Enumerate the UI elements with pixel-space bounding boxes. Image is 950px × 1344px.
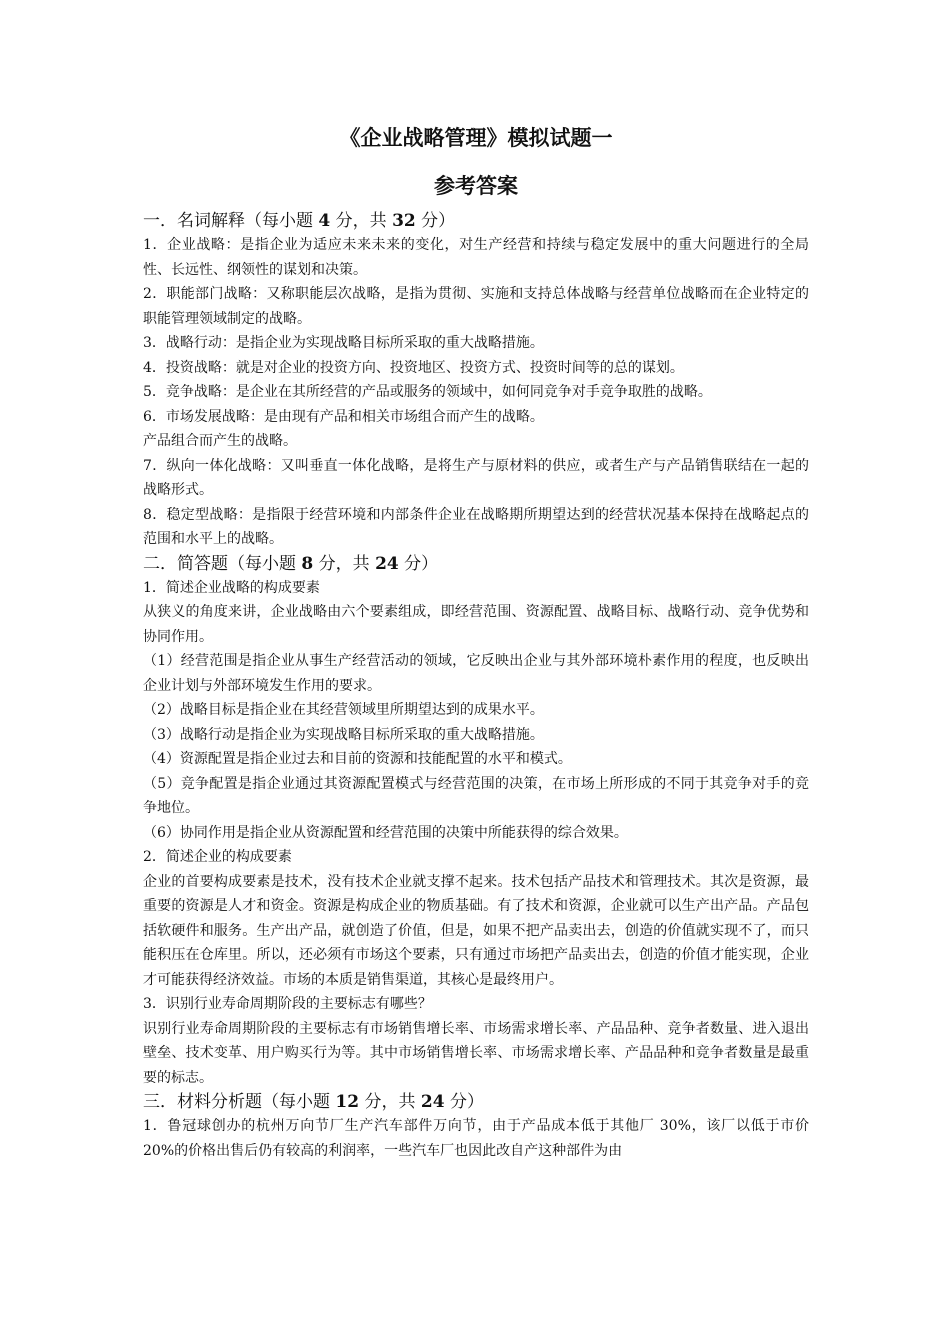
answer-1-intro: 从狭义的角度来讲，企业战略由六个要素组成，即经营范围、资源配置、战略目标、战略行动、竞争优势和协同作用。	[143, 604, 809, 645]
answer-1-point-5: （5）竞争配置是指企业通过其资源配置模式与经营范围的决策，在市场上所形成的不同于其竞争对手的竞争地位。	[143, 775, 809, 816]
question-2: 2．简述企业的构成要素	[143, 849, 292, 865]
answer-1-point-3: （3）战略行动是指企业为实现战略目标所采取的重大战略措施。	[143, 726, 544, 743]
case-1-text: 1．鲁冠球创办的杭州万向节厂生产汽车部件万向节，由于产品成本低于其他厂 30%，该厂以低于市价 20%的价格出售后仍有较高的利润率，一些汽车厂也因此改自产这种部件为由	[143, 1118, 809, 1159]
section-3-heading: 三．材料分析题（每小题 12 分，共 24 分）	[143, 1092, 484, 1112]
document-page	[143, 124, 809, 1163]
term-6-continuation: 产品组合而产生的战略。	[143, 433, 297, 449]
section-1-heading: 一．名词解释（每小题 4 分，共 32 分）	[143, 211, 456, 231]
answer-1-point-1: （1）经营范围是指企业从事生产经营活动的领域，它反映出企业与其外部环境朴素作用的程度，也反映出企业计划与外部环境发生作用的要求。	[143, 653, 809, 694]
term-7-vertical-integration: 7．纵向一体化战略：又叫垂直一体化战略，是将生产与原材料的供应，或者生产与产品销售联结在一起的战略形式。	[143, 457, 809, 498]
term-2-functional-strategy: 2．职能部门战略：又称职能层次战略，是指为贯彻、实施和支持总体战略与经营单位战略而在企业特定的职能管理领域制定的战略。	[143, 286, 809, 327]
term-1-enterprise-strategy: 1．企业战略：是指企业为适应未来未来的变化，对生产经营和持续与稳定发展中的重大问题进行的全局性、长远性、纲领性的谋划和决策。	[143, 237, 809, 278]
answer-1-point-6: （6）协同作用是指企业从资源配置和经营范围的决策中所能获得的综合效果。	[143, 824, 628, 841]
section-2-heading: 二．简答题（每小题 8 分，共 24 分）	[143, 553, 439, 574]
question-1: 1．简述企业战略的构成要素	[143, 579, 320, 596]
answer-1-point-2: （2）战略目标是指企业在其经营领域里所期望达到的成果水平。	[143, 702, 544, 718]
term-6-market-development: 6．市场发展战略：是由现有产品和相关市场组合而产生的战略。	[143, 408, 544, 425]
term-5-competitive-strategy: 5．竞争战略：是企业在其所经营的产品或服务的领域中，如何同竞争对手竞争取胜的战略。	[143, 384, 712, 400]
term-4-investment-strategy: 4．投资战略：就是对企业的投资方向、投资地区、投资方式、投资时间等的总的谋划。	[143, 359, 684, 376]
term-3-strategic-action: 3．战略行动：是指企业为实现战略目标所采取的重大战略措施。	[143, 335, 544, 351]
document-subtitle: 参考答案	[434, 173, 518, 198]
document-title: 《企业战略管理》模拟试题一	[339, 125, 613, 150]
question-3: 3．识别行业寿命周期阶段的主要标志有哪些？	[143, 996, 432, 1012]
answer-3: 识别行业寿命周期阶段的主要标志有市场销售增长率、市场需求增长率、产品品种、竞争者数量、进入退出壁垒、技术变革、用户购买行为等。其中市场销售增长率、市场需求增长率、产品品种和竞争者数量是最重要的标志。	[143, 1020, 809, 1086]
answer-2: 企业的首要构成要素是技术，没有技术企业就支撑不起来。技术包括产品技术和管理技术。其次是资源，最重要的资源是人才和资金。资源是构成企业的物质基础。有了技术和资源，企业就可以生产出产品。产品包括软硬件和服务。生产出产品，就创造了价值，但是，如果不把产品卖出去，创造的价值就实现不了，而只能积压在仓库里。所以，还必须有市场这个要素，只有通过市场把产品卖出去，创造的价值才能实现，企业才可能获得经济效益。市场的本质是销售渠道，其核心是最终用户。	[143, 873, 809, 988]
answer-1-point-4: （4）资源配置是指企业过去和目前的资源和技能配置的水平和模式。	[143, 751, 572, 767]
term-8-stability-strategy: 8．稳定型战略：是指限于经营环境和内部条件企业在战略期所期望达到的经营状况基本保持在战略起点的范围和水平上的战略。	[143, 506, 809, 547]
